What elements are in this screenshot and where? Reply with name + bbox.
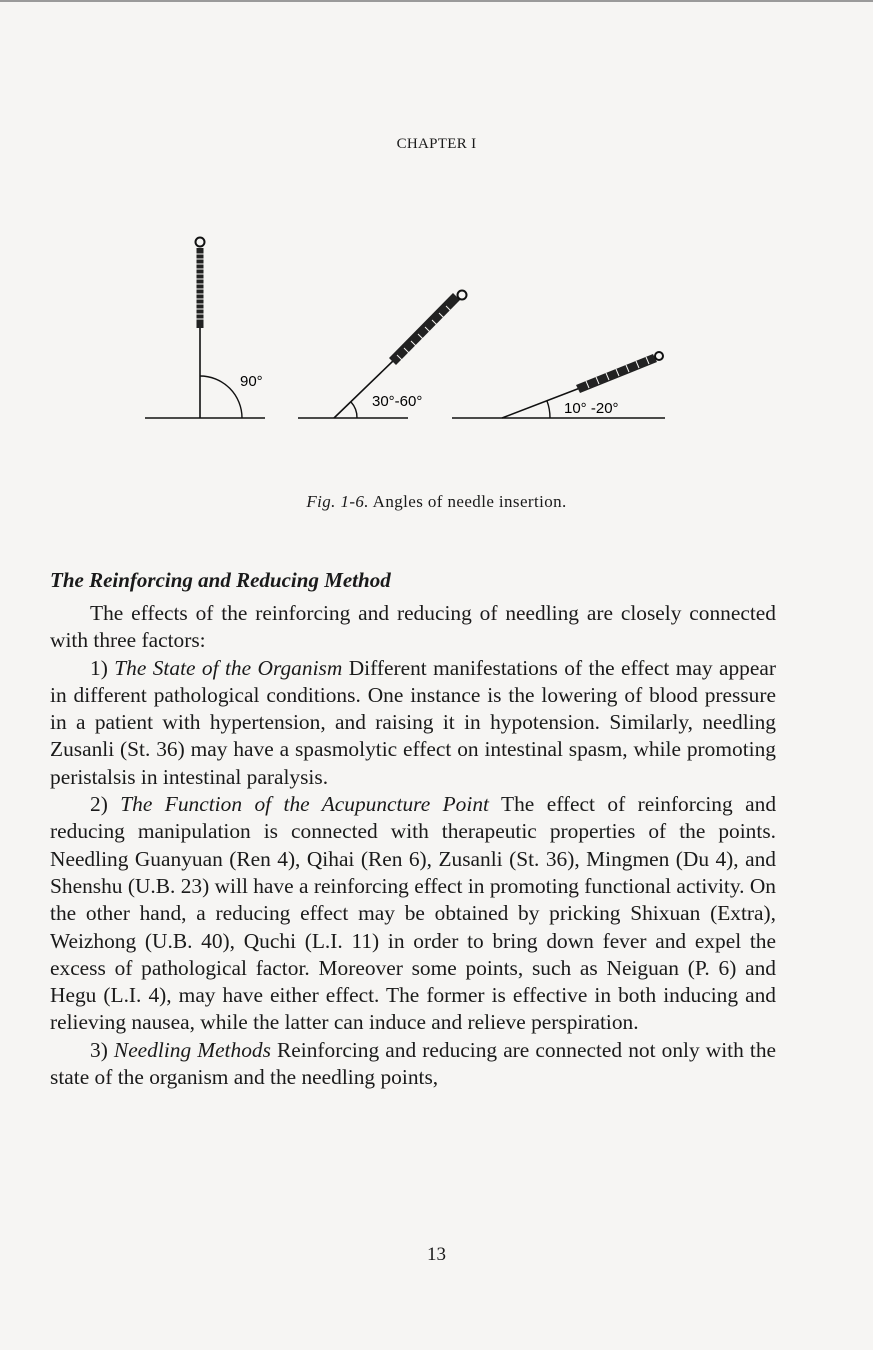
figure-label: Fig. 1-6.	[306, 492, 369, 511]
factor-2-text: The effect of reinforcing and reducing manipulation is connected with therapeutic properties of the points. Needling Guanyuan (Ren 4), Qihai (Ren 6), Zusanli (St. 36), Mingmen (Du 4), and Shenshu (U.B. 23) will have a reinforcing effect in promoting functional activity. On the other hand, a reducing effect may be obtained by pricking Shixuan (Extra), Weizhong (U.B. 40), Quchi (L.I. 11) in order to bring down fever and expel the excess of pathological factor. Moreover some points, such as Neiguan (P. 6) and Hegu (L.I. 4), may have either effect. The former is effective in both inducing and relieving nausea, while the latter can induce and relieve perspiration.	[50, 792, 777, 1035]
angle-label-10-20: 10° -20°	[564, 400, 619, 417]
factor-1-title: The State of the Organism	[114, 655, 343, 680]
section-heading: The Reinforcing and Reducing Method	[50, 568, 391, 592]
needle-angle-figure	[140, 230, 680, 430]
factor-2-number: 2)	[90, 792, 121, 817]
body-text	[50, 600, 776, 1091]
needle-30-60-diagram	[298, 291, 467, 419]
factor-3-title: Needling Methods	[113, 1037, 271, 1062]
needle-10-20-diagram	[452, 352, 665, 418]
factor-3-paragraph	[50, 1037, 776, 1092]
factor-3-text: Reinforcing and reducing are connected not only with the state of the organism and the needling points,	[50, 1037, 777, 1090]
figure-caption-text: Angles of needle insertion.	[368, 492, 567, 511]
figure-caption	[0, 492, 873, 512]
page-number: 13	[427, 1244, 446, 1265]
factor-3-number: 3)	[90, 1037, 114, 1062]
factor-1-text: Different manifestations of the effect may appear in different pathological conditions. One instance is the lowering of blood pressure in a patient with hypertension, and raising it in hypotension. Similarly, needling Zusanli (St. 36) may have a spasmolytic effect on intestinal spasm, while promoting peristalsis in intestinal paralysis.	[50, 655, 776, 789]
needle-90-diagram	[145, 238, 265, 419]
factor-2-title: The Function of the Acupuncture Point	[120, 792, 489, 817]
angle-label-30-60: 30°-60°	[372, 393, 423, 410]
factor-1-number: 1)	[90, 655, 115, 680]
angle-label-90: 90°	[240, 373, 263, 390]
intro-paragraph: The effects of the reinforcing and reducing of needling are closely connected with three factors:	[50, 601, 776, 653]
top-border	[0, 0, 873, 2]
factor-2-paragraph	[50, 791, 776, 1037]
factor-1-paragraph	[50, 655, 776, 791]
running-head: CHAPTER I	[396, 136, 477, 152]
